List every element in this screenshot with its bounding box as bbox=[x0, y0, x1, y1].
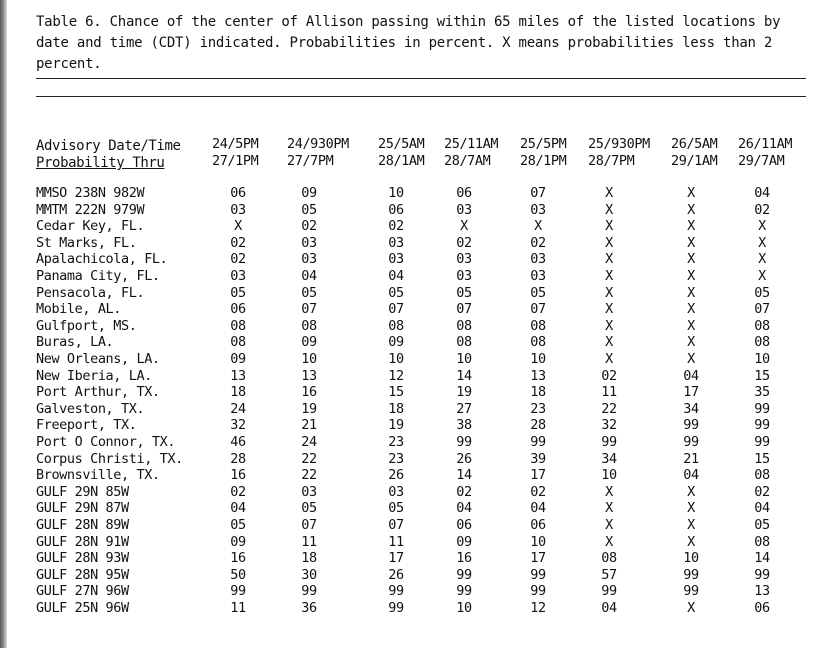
probability-cell: 07 bbox=[388, 301, 404, 318]
table-row bbox=[0, 600, 832, 617]
location-label: GULF 25N 96W bbox=[36, 600, 129, 616]
probability-cell: 09 bbox=[388, 334, 404, 351]
probability-cell: X bbox=[605, 301, 613, 318]
table-row bbox=[0, 202, 832, 219]
probability-cell: 99 bbox=[530, 566, 546, 583]
probability-cell: 07 bbox=[530, 185, 546, 201]
probability-cell: 06 bbox=[456, 517, 472, 533]
probability-cell: 10 bbox=[530, 533, 546, 550]
probability-cell: 99 bbox=[601, 583, 617, 600]
column-header-6 bbox=[588, 136, 650, 170]
column-header-advisory: 25/930PM bbox=[588, 136, 650, 152]
table-row bbox=[0, 567, 832, 584]
probability-cell: 08 bbox=[388, 317, 404, 334]
probability-cell: 06 bbox=[530, 517, 546, 533]
probability-cell: 99 bbox=[388, 600, 404, 616]
probability-cell: 99 bbox=[683, 583, 699, 600]
probability-cell: 11 bbox=[301, 533, 317, 550]
probability-cell: X bbox=[687, 483, 695, 500]
probability-cell: 04 bbox=[301, 268, 317, 284]
probability-cell: X bbox=[605, 218, 613, 235]
probability-cell: 08 bbox=[754, 334, 770, 351]
probability-cell: 16 bbox=[230, 550, 246, 567]
probability-cell: 02 bbox=[456, 234, 472, 251]
location-label: Panama City, FL. bbox=[36, 268, 160, 284]
probability-cell: 26 bbox=[388, 566, 404, 583]
probability-cell: 18 bbox=[530, 384, 546, 401]
probability-cell: 10 bbox=[456, 351, 472, 367]
probability-cell: 12 bbox=[388, 367, 404, 384]
column-header-probability-thru: 29/1AM bbox=[671, 153, 718, 169]
probability-cell: 18 bbox=[301, 550, 317, 567]
probability-cell: 10 bbox=[301, 351, 317, 367]
probability-cell: 09 bbox=[456, 533, 472, 550]
probability-cell: 46 bbox=[230, 434, 246, 450]
probability-cell: 24 bbox=[230, 400, 246, 417]
probability-cell: X bbox=[605, 201, 613, 218]
probability-cell: 02 bbox=[388, 218, 404, 235]
probability-cell: 23 bbox=[388, 434, 404, 450]
probability-cell: 08 bbox=[230, 317, 246, 334]
location-label: MMTM 222N 979W bbox=[36, 201, 145, 218]
location-label: GULF 28N 95W bbox=[36, 566, 129, 583]
table-row bbox=[0, 334, 832, 351]
location-label: New Orleans, LA. bbox=[36, 351, 160, 367]
probability-cell: 22 bbox=[301, 467, 317, 484]
probability-cell: 17 bbox=[683, 384, 699, 401]
probability-cell: 03 bbox=[230, 268, 246, 284]
probability-cell: 23 bbox=[388, 450, 404, 467]
probability-cell: 11 bbox=[388, 533, 404, 550]
probability-cell: 26 bbox=[456, 450, 472, 467]
probability-cell: 13 bbox=[530, 367, 546, 384]
probability-cell: 16 bbox=[301, 384, 317, 401]
probability-cell: 06 bbox=[754, 600, 770, 616]
table-row bbox=[0, 534, 832, 551]
probability-cell: X bbox=[687, 533, 695, 550]
table-row bbox=[0, 285, 832, 302]
location-label: New Iberia, LA. bbox=[36, 367, 152, 384]
location-label: GULF 28N 93W bbox=[36, 550, 129, 567]
probability-cell: X bbox=[687, 185, 695, 201]
probability-cell: 99 bbox=[530, 434, 546, 450]
probability-cell: 10 bbox=[754, 351, 770, 367]
probability-cell: 13 bbox=[301, 367, 317, 384]
probability-cell: 10 bbox=[530, 351, 546, 367]
column-header-advisory: 24/930PM bbox=[287, 136, 349, 152]
probability-cell: X bbox=[687, 268, 695, 284]
probability-cell: X bbox=[605, 500, 613, 517]
table-row bbox=[0, 218, 832, 235]
header-rule-top bbox=[36, 78, 806, 79]
probability-cell: X bbox=[758, 251, 766, 268]
column-header-4 bbox=[444, 136, 498, 170]
probability-cell: 99 bbox=[754, 417, 770, 434]
probability-cell: 03 bbox=[388, 251, 404, 268]
location-label: Freeport, TX. bbox=[36, 417, 137, 434]
location-label: Pensacola, FL. bbox=[36, 284, 145, 301]
probability-cell: X bbox=[605, 251, 613, 268]
probability-cell: 19 bbox=[456, 384, 472, 401]
row-label-header-line2: Probability Thru bbox=[36, 155, 165, 171]
probability-cell: 99 bbox=[530, 583, 546, 600]
probability-cell: 22 bbox=[601, 400, 617, 417]
probability-cell: 11 bbox=[601, 384, 617, 401]
column-header-probability-thru: 28/7AM bbox=[444, 153, 491, 169]
table-row bbox=[0, 583, 832, 600]
probability-cell: 05 bbox=[754, 517, 770, 533]
probability-cell: 34 bbox=[683, 400, 699, 417]
location-label: GULF 28N 89W bbox=[36, 517, 129, 533]
probability-cell: X bbox=[605, 234, 613, 251]
probability-cell: 04 bbox=[601, 600, 617, 616]
column-header-advisory: 25/5PM bbox=[520, 136, 567, 152]
probability-cell: 06 bbox=[230, 301, 246, 318]
probability-cell: 08 bbox=[754, 467, 770, 484]
column-header-probability-thru: 27/7PM bbox=[287, 153, 334, 169]
column-header-probability-thru: 29/7AM bbox=[738, 153, 785, 169]
location-label: Buras, LA. bbox=[36, 334, 114, 351]
location-label: St Marks, FL. bbox=[36, 234, 137, 251]
probability-cell: 07 bbox=[301, 517, 317, 533]
table-row bbox=[0, 517, 832, 534]
probability-cell: 99 bbox=[388, 583, 404, 600]
probability-cell: 19 bbox=[388, 417, 404, 434]
probability-cell: 21 bbox=[683, 450, 699, 467]
column-header-probability-thru: 27/1PM bbox=[212, 153, 259, 169]
column-header-advisory: 26/5AM bbox=[671, 136, 718, 152]
table-row bbox=[0, 185, 832, 202]
table-row bbox=[0, 251, 832, 268]
probability-cell: 04 bbox=[530, 500, 546, 517]
probability-cell: 14 bbox=[456, 467, 472, 484]
probability-cell: 14 bbox=[754, 550, 770, 567]
probability-cell: 10 bbox=[388, 185, 404, 201]
probability-cell: X bbox=[460, 218, 468, 235]
probability-cell: 15 bbox=[388, 384, 404, 401]
table-row bbox=[0, 417, 832, 434]
probability-cell: 08 bbox=[530, 334, 546, 351]
probability-cell: 17 bbox=[388, 550, 404, 567]
probability-cell: 03 bbox=[301, 234, 317, 251]
probability-cell: 10 bbox=[683, 550, 699, 567]
probability-cell: X bbox=[687, 284, 695, 301]
probability-cell: X bbox=[687, 334, 695, 351]
probability-cell: 06 bbox=[388, 201, 404, 218]
probability-cell: 02 bbox=[754, 483, 770, 500]
probability-cell: 12 bbox=[530, 600, 546, 616]
table-row bbox=[0, 301, 832, 318]
probability-cell: 04 bbox=[754, 185, 770, 201]
probability-cell: 04 bbox=[683, 467, 699, 484]
location-label: GULF 27N 96W bbox=[36, 583, 129, 600]
probability-cell: 11 bbox=[230, 600, 246, 616]
column-header-advisory: 25/11AM bbox=[444, 136, 499, 152]
location-label: Cedar Key, FL. bbox=[36, 218, 145, 235]
probability-cell: 39 bbox=[530, 450, 546, 467]
probability-cell: 05 bbox=[388, 284, 404, 301]
probability-cell: 15 bbox=[754, 367, 770, 384]
probability-cell: X bbox=[687, 301, 695, 318]
probability-cell: 18 bbox=[230, 384, 246, 401]
probability-cell: 03 bbox=[530, 268, 546, 284]
column-header-7 bbox=[671, 136, 717, 170]
probability-cell: 22 bbox=[301, 450, 317, 467]
location-label: Gulfport, MS. bbox=[36, 317, 137, 334]
column-header-advisory: 26/11AM bbox=[738, 136, 793, 152]
probability-cell: 04 bbox=[683, 367, 699, 384]
probability-cell: 03 bbox=[301, 251, 317, 268]
probability-cell: 13 bbox=[230, 367, 246, 384]
probability-cell: 09 bbox=[301, 185, 317, 201]
probability-cell: X bbox=[687, 517, 695, 533]
probability-cell: X bbox=[605, 284, 613, 301]
probability-cell: 99 bbox=[301, 583, 317, 600]
probability-cell: 27 bbox=[456, 400, 472, 417]
probability-cell: 10 bbox=[388, 351, 404, 367]
probability-cell: 03 bbox=[388, 483, 404, 500]
probability-cell: 02 bbox=[456, 483, 472, 500]
column-header-2 bbox=[287, 136, 349, 170]
probability-cell: 14 bbox=[456, 367, 472, 384]
probability-cell: 07 bbox=[456, 301, 472, 318]
location-label: Corpus Christi, TX. bbox=[36, 450, 183, 467]
probability-cell: 05 bbox=[230, 284, 246, 301]
column-header-8 bbox=[738, 136, 792, 170]
probability-cell: X bbox=[534, 218, 542, 235]
table-row bbox=[0, 351, 832, 368]
probability-cell: X bbox=[758, 234, 766, 251]
location-label: Apalachicola, FL. bbox=[36, 251, 168, 268]
probability-cell: 32 bbox=[601, 417, 617, 434]
probability-cell: 03 bbox=[230, 201, 246, 218]
probability-cell: 36 bbox=[301, 600, 317, 616]
location-label: MMSO 238N 982W bbox=[36, 185, 145, 201]
probability-cell: 07 bbox=[388, 517, 404, 533]
probability-cell: 28 bbox=[230, 450, 246, 467]
probability-cell: 04 bbox=[388, 268, 404, 284]
probability-cell: 38 bbox=[456, 417, 472, 434]
probability-cell: 17 bbox=[530, 467, 546, 484]
probability-cell: 26 bbox=[388, 467, 404, 484]
probability-cell: 99 bbox=[601, 434, 617, 450]
table-row bbox=[0, 434, 832, 451]
location-label: GULF 29N 85W bbox=[36, 483, 129, 500]
probability-cell: X bbox=[687, 600, 695, 616]
probability-cell: 99 bbox=[754, 400, 770, 417]
probability-cell: 02 bbox=[301, 218, 317, 235]
probability-cell: 09 bbox=[230, 533, 246, 550]
table-row bbox=[0, 384, 832, 401]
column-header-1 bbox=[212, 136, 258, 170]
probability-cell: X bbox=[687, 351, 695, 367]
row-label-header bbox=[36, 138, 181, 172]
table-row bbox=[0, 235, 832, 252]
probability-cell: 99 bbox=[683, 566, 699, 583]
probability-cell: X bbox=[605, 517, 613, 533]
probability-cell: 34 bbox=[601, 450, 617, 467]
probability-cell: X bbox=[687, 234, 695, 251]
probability-cell: X bbox=[758, 268, 766, 284]
probability-cell: X bbox=[605, 351, 613, 367]
probability-cell: 06 bbox=[456, 185, 472, 201]
location-label: GULF 28N 91W bbox=[36, 533, 129, 550]
probability-cell: X bbox=[605, 185, 613, 201]
probability-cell: 02 bbox=[754, 201, 770, 218]
column-header-probability-thru: 28/7PM bbox=[588, 153, 635, 169]
probability-cell: 08 bbox=[456, 334, 472, 351]
column-header-probability-thru: 28/1AM bbox=[378, 153, 425, 169]
probability-cell: 16 bbox=[456, 550, 472, 567]
table-row bbox=[0, 484, 832, 501]
probability-cell: 08 bbox=[230, 334, 246, 351]
probability-cell: 05 bbox=[530, 284, 546, 301]
probability-cell: 10 bbox=[601, 467, 617, 484]
probability-cell: 04 bbox=[230, 500, 246, 517]
probability-cell: 99 bbox=[230, 583, 246, 600]
column-header-3 bbox=[378, 136, 424, 170]
column-header-5 bbox=[520, 136, 566, 170]
location-label: Port O Connor, TX. bbox=[36, 434, 176, 450]
probability-cell: 04 bbox=[456, 500, 472, 517]
table-row bbox=[0, 368, 832, 385]
probability-cell: 23 bbox=[530, 400, 546, 417]
probability-cell: 08 bbox=[301, 317, 317, 334]
probability-cell: 50 bbox=[230, 566, 246, 583]
probability-cell: 08 bbox=[530, 317, 546, 334]
probability-cell: X bbox=[687, 317, 695, 334]
probability-cell: 30 bbox=[301, 566, 317, 583]
probability-cell: 02 bbox=[601, 367, 617, 384]
probability-cell: 02 bbox=[230, 251, 246, 268]
probability-cell: 04 bbox=[754, 500, 770, 517]
probability-cell: 32 bbox=[230, 417, 246, 434]
table-row bbox=[0, 467, 832, 484]
probability-cell: 21 bbox=[301, 417, 317, 434]
probability-cell: 02 bbox=[230, 483, 246, 500]
probability-cell: 05 bbox=[301, 500, 317, 517]
probability-cell: 99 bbox=[683, 417, 699, 434]
probability-cell: 05 bbox=[230, 517, 246, 533]
probability-cell: X bbox=[605, 334, 613, 351]
probability-cell: 35 bbox=[754, 384, 770, 401]
probability-cell: 02 bbox=[530, 483, 546, 500]
probability-cell: 02 bbox=[530, 234, 546, 251]
location-label: Brownsville, TX. bbox=[36, 467, 160, 484]
location-label: Galveston, TX. bbox=[36, 400, 145, 417]
probability-cell: X bbox=[605, 268, 613, 284]
column-header-advisory: 25/5AM bbox=[378, 136, 425, 152]
column-header-probability-thru: 28/1PM bbox=[520, 153, 567, 169]
probability-cell: 08 bbox=[601, 550, 617, 567]
probability-cell: 99 bbox=[456, 583, 472, 600]
probability-cell: X bbox=[605, 317, 613, 334]
probability-cell: 17 bbox=[530, 550, 546, 567]
probability-cell: 99 bbox=[456, 434, 472, 450]
location-label: Port Arthur, TX. bbox=[36, 384, 160, 401]
probability-cell: 03 bbox=[388, 234, 404, 251]
probability-cell: 15 bbox=[754, 450, 770, 467]
header-rule-bottom bbox=[36, 96, 806, 97]
probability-cell: 19 bbox=[301, 400, 317, 417]
probability-cell: 08 bbox=[456, 317, 472, 334]
probability-cell: X bbox=[687, 201, 695, 218]
probability-cell: 24 bbox=[301, 434, 317, 450]
probability-cell: 99 bbox=[754, 434, 770, 450]
table-row bbox=[0, 318, 832, 335]
location-label: GULF 29N 87W bbox=[36, 500, 129, 517]
probability-cell: 05 bbox=[388, 500, 404, 517]
table-row bbox=[0, 268, 832, 285]
probability-cell: 02 bbox=[230, 234, 246, 251]
probability-cell: 03 bbox=[530, 201, 546, 218]
probability-cell: 05 bbox=[301, 201, 317, 218]
column-header-advisory: 24/5PM bbox=[212, 136, 259, 152]
probability-cell: 07 bbox=[530, 301, 546, 318]
probability-cell: 10 bbox=[456, 600, 472, 616]
table-row bbox=[0, 550, 832, 567]
table-row bbox=[0, 401, 832, 418]
probability-cell: 03 bbox=[456, 251, 472, 268]
probability-cell: X bbox=[605, 533, 613, 550]
probability-cell: X bbox=[687, 218, 695, 235]
probability-cell: 57 bbox=[601, 566, 617, 583]
table-row bbox=[0, 500, 832, 517]
probability-cell: 03 bbox=[456, 201, 472, 218]
probability-cell: 28 bbox=[530, 417, 546, 434]
table-row bbox=[0, 451, 832, 468]
probability-cell: 05 bbox=[754, 284, 770, 301]
probability-cell: 16 bbox=[230, 467, 246, 484]
probability-cell: 07 bbox=[301, 301, 317, 318]
probability-cell: X bbox=[687, 500, 695, 517]
probability-cell: 05 bbox=[456, 284, 472, 301]
probability-cell: 18 bbox=[388, 400, 404, 417]
probability-cell: X bbox=[758, 218, 766, 235]
probability-cell: 07 bbox=[754, 301, 770, 318]
probability-cell: 99 bbox=[456, 566, 472, 583]
location-label: Mobile, AL. bbox=[36, 301, 122, 318]
probability-cell: 05 bbox=[301, 284, 317, 301]
probability-cell: X bbox=[234, 218, 242, 235]
probability-cell: 03 bbox=[301, 483, 317, 500]
probability-cell: 09 bbox=[230, 351, 246, 367]
probability-cell: 03 bbox=[456, 268, 472, 284]
probability-cell: 06 bbox=[230, 185, 246, 201]
probability-cell: 08 bbox=[754, 533, 770, 550]
probability-cell: 09 bbox=[301, 334, 317, 351]
probability-cell: 08 bbox=[754, 317, 770, 334]
row-label-header-line1: Advisory Date/Time bbox=[36, 138, 181, 154]
probability-cell: X bbox=[687, 251, 695, 268]
probability-cell: 99 bbox=[754, 566, 770, 583]
probability-cell: 13 bbox=[754, 583, 770, 600]
probability-cell: X bbox=[605, 483, 613, 500]
probability-cell: 03 bbox=[530, 251, 546, 268]
probability-cell: 99 bbox=[683, 434, 699, 450]
table-caption: Table 6. Chance of the center of Allison passing within 65 miles of the listed locations by date and time (CDT) indicated. Probabilities in percent. X means probabilities less than 2 percent. bbox=[36, 14, 781, 72]
